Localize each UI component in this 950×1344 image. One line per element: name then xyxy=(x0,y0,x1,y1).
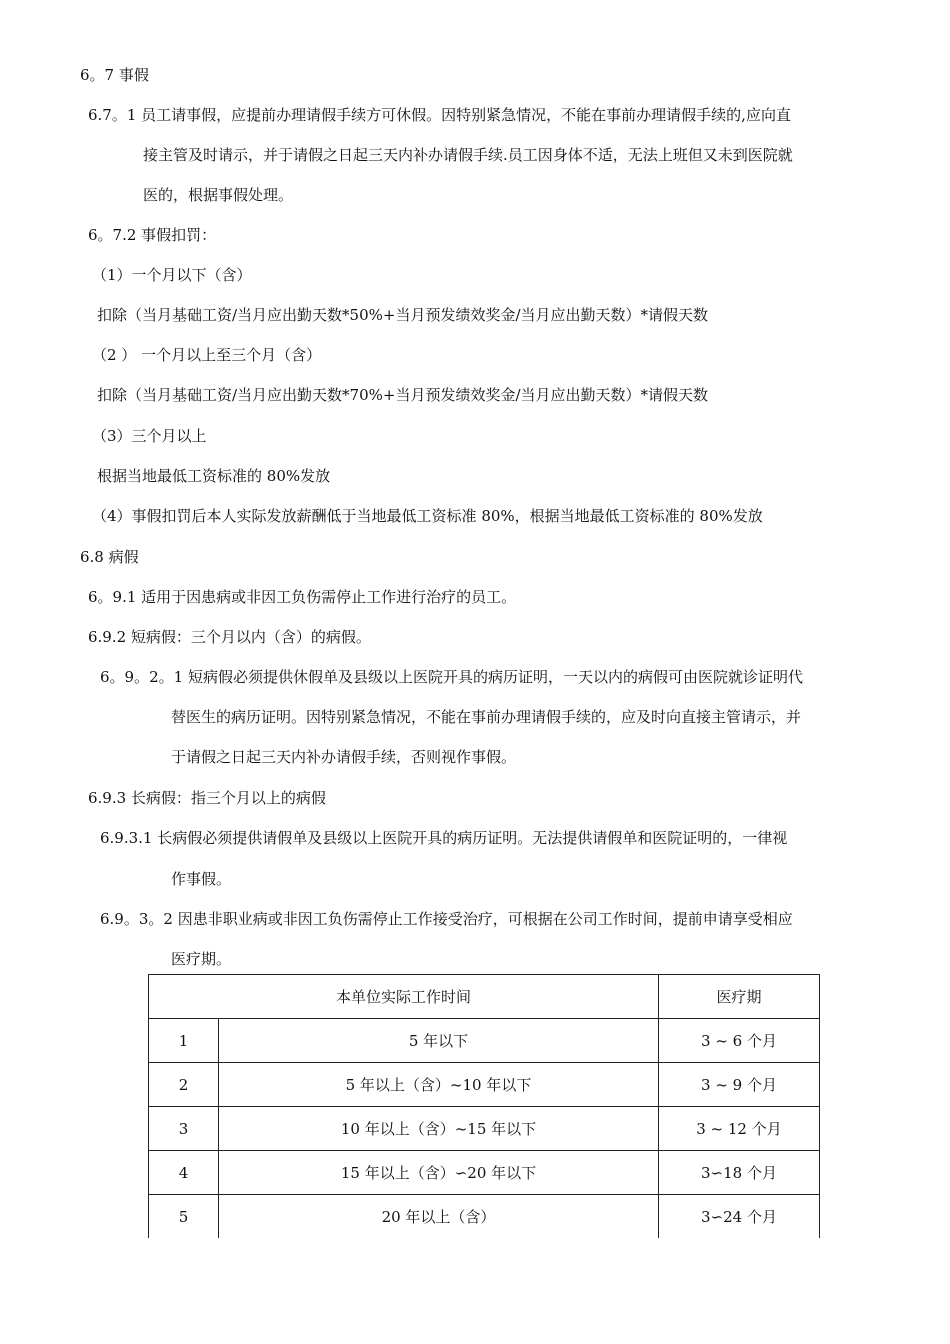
paragraph-6-9-3-1-cont: 作事假。 xyxy=(171,870,232,888)
header-medical-period: 医疗期 xyxy=(659,975,820,1019)
heading-6-8: 6.8 病假 xyxy=(80,548,139,566)
table-row xyxy=(149,1195,820,1239)
row-service-time: 15 年以上（含）∽20 年以下 xyxy=(219,1151,659,1195)
list-item-4: （4）事假扣罚后本人实际发放薪酬低于当地最低工资标准 80%，根据当地最低工资标准的 80%发放 xyxy=(92,507,763,525)
heading-6-7-2: 6。7.2 事假扣罚： xyxy=(88,226,217,244)
paragraph-6-9-3-2: 6.9。3。2 因患非职业病或非因工负伤需停止工作接受治疗，可根据在公司工作时间，提前申请享受相应 xyxy=(100,910,793,928)
row-medical-period: 3 ~ 6 个月 xyxy=(659,1019,820,1063)
row-number: 5 xyxy=(149,1195,219,1239)
paragraph-6-9-3-1: 6.9.3.1 长病假必须提供请假单及县级以上医院开具的病历证明。无法提供请假单和医院证明的，一律视 xyxy=(100,829,788,847)
header-service-time: 本单位实际工作时间 xyxy=(149,975,659,1019)
paragraph-6-9-2-1: 6。9。2。1 短病假必须提供休假单及县级以上医院开具的病历证明，一天以内的病假可由医院就诊证明代 xyxy=(100,668,803,686)
row-service-time: 20 年以上（含） xyxy=(219,1195,659,1239)
paragraph-6-9-2-1-cont: 于请假之日起三天内补办请假手续，否则视作事假。 xyxy=(171,748,517,766)
paragraph-6-9-3-2-cont: 医疗期。 xyxy=(171,950,232,968)
table-row xyxy=(149,1063,820,1107)
row-number: 1 xyxy=(149,1019,219,1063)
table-row xyxy=(149,1151,820,1195)
paragraph-6-9-2-1-cont: 替医生的病历证明。因特别紧急情况，不能在事前办理请假手续的，应及时向直接主管请示，并 xyxy=(171,708,802,726)
paragraph-6-7-1-cont: 接主管及时请示，并于请假之日起三天内补办请假手续.员工因身体不适，无法上班但又未到医院就 xyxy=(143,146,793,164)
list-item-1: （1）一个月以下（含） xyxy=(92,266,252,284)
heading-6-7: 6。7 事假 xyxy=(80,66,149,84)
row-service-time: 5 年以下 xyxy=(219,1019,659,1063)
list-item-3-detail: 根据当地最低工资标准的 80%发放 xyxy=(97,467,331,485)
paragraph-6-7-1-cont: 医的，根据事假处理。 xyxy=(143,186,294,204)
row-service-time: 10 年以上（含）~15 年以下 xyxy=(219,1107,659,1151)
row-medical-period: 3 ~ 12 个月 xyxy=(659,1107,820,1151)
table-header-row xyxy=(149,975,820,1019)
deduction-formula-1: 扣除（当月基础工资/当月应出勤天数*50%+当月预发绩效奖金/当月应出勤天数）*请假天数 xyxy=(97,306,709,324)
list-item-3: （3）三个月以上 xyxy=(92,427,207,445)
row-number: 4 xyxy=(149,1151,219,1195)
row-number: 3 xyxy=(149,1107,219,1151)
paragraph-6-9-1: 6。9.1 适用于因患病或非因工负伤需停止工作进行治疗的员工。 xyxy=(88,588,517,606)
paragraph-6-7-1: 6.7。1 员工请事假，应提前办理请假手续方可休假。因特别紧急情况，不能在事前办理请假手续的,应向直 xyxy=(88,106,791,124)
paragraph-6-9-2: 6.9.2 短病假：三个月以内（含）的病假。 xyxy=(88,628,371,646)
row-medical-period: 3∽24 个月 xyxy=(659,1195,820,1239)
deduction-formula-2: 扣除（当月基础工资/当月应出勤天数*70%+当月预发绩效奖金/当月应出勤天数）*请假天数 xyxy=(97,386,709,404)
row-number: 2 xyxy=(149,1063,219,1107)
list-item-2: （2 ） 一个月以上至三个月（含） xyxy=(92,346,322,364)
table-row xyxy=(149,1107,820,1151)
row-medical-period: 3∽18 个月 xyxy=(659,1151,820,1195)
medical-period-table xyxy=(148,974,820,1238)
row-service-time: 5 年以上（含）~10 年以下 xyxy=(219,1063,659,1107)
table-row xyxy=(149,1019,820,1063)
paragraph-6-9-3: 6.9.3 长病假：指三个月以上的病假 xyxy=(88,789,326,807)
row-medical-period: 3 ~ 9 个月 xyxy=(659,1063,820,1107)
